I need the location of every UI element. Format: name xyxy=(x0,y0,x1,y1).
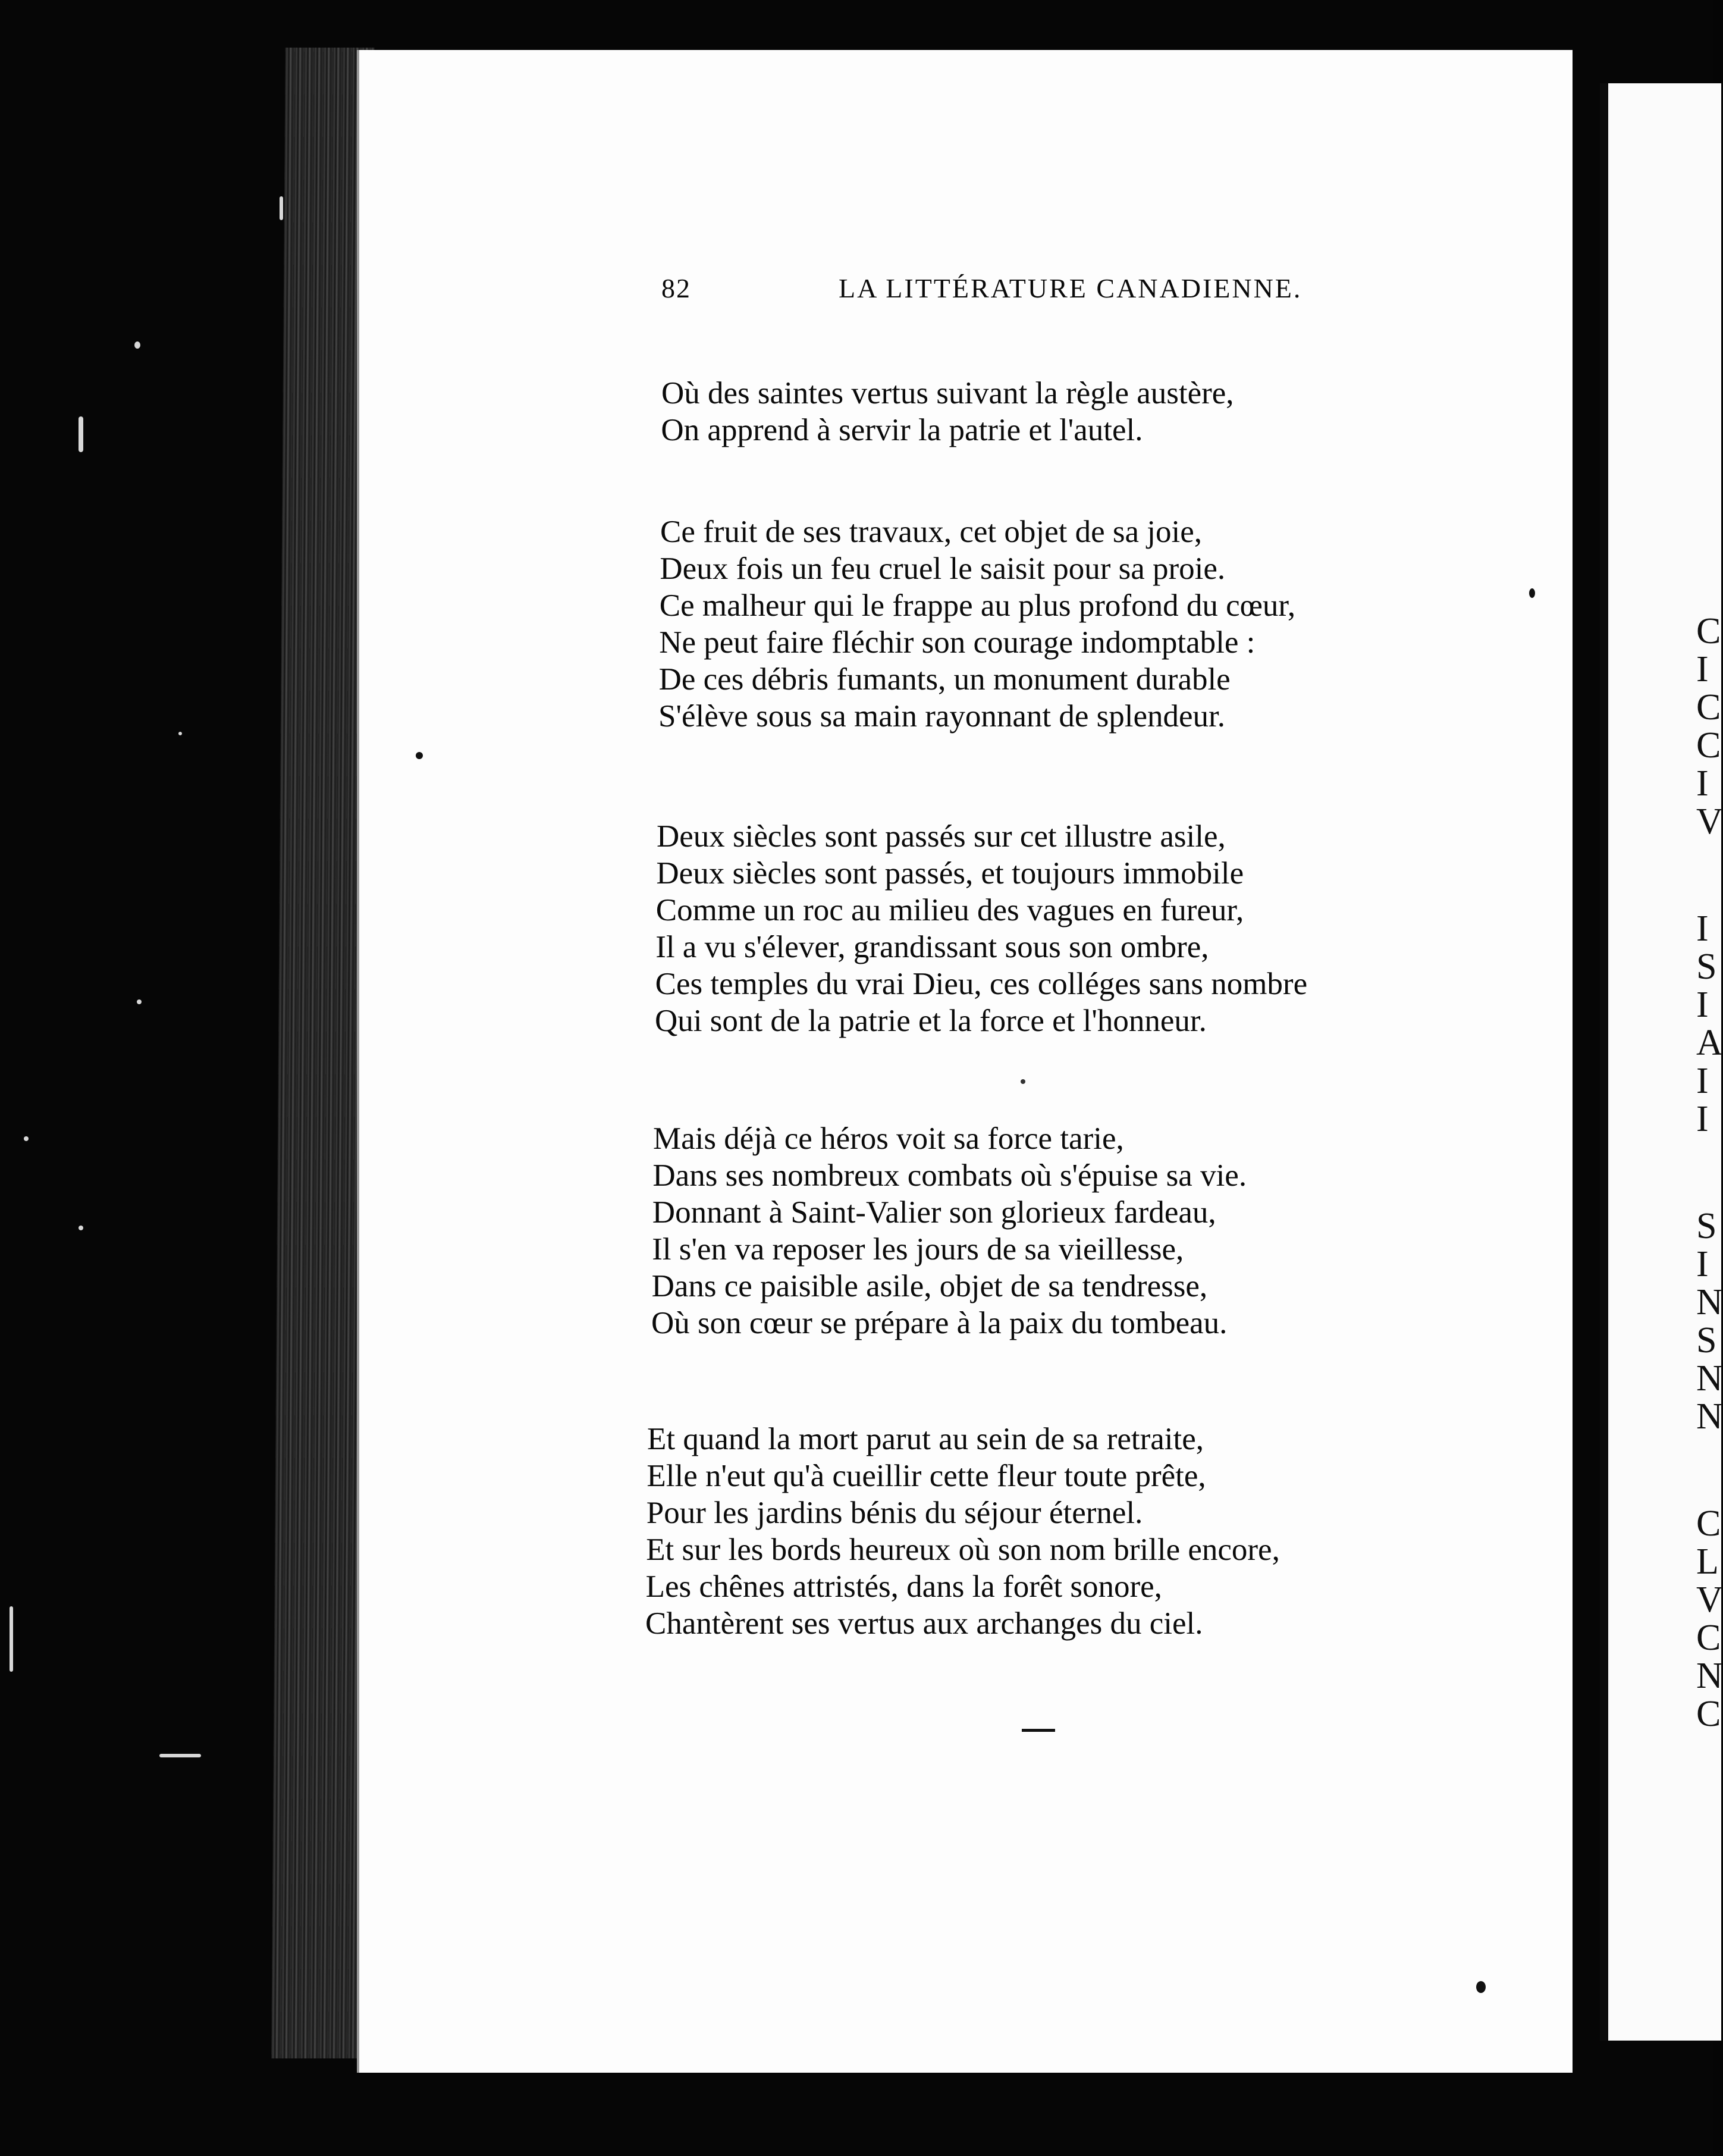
facing-page-letter: C xyxy=(1696,1694,1721,1734)
facing-page-letter: V xyxy=(1696,801,1723,842)
dust-speck xyxy=(10,1606,13,1672)
poem-line: Il a vu s'élever, grandissant sous son ombre, xyxy=(655,930,1209,964)
facing-page-letter: I xyxy=(1696,985,1709,1025)
poem-line: Les chênes attristés, dans la forêt sonore, xyxy=(645,1569,1162,1604)
dust-speck xyxy=(178,732,182,735)
facing-page-letter: C xyxy=(1696,725,1721,766)
poem-line: Ce malheur qui le frappe au plus profond du cœur, xyxy=(659,588,1296,623)
poem-line: Donnant à Saint-Valier son glorieux fardeau, xyxy=(652,1195,1216,1230)
facing-page-letter: C xyxy=(1696,611,1721,651)
facing-page-letter: C xyxy=(1696,1618,1721,1658)
dust-speck xyxy=(416,752,423,759)
poem-line: Où des saintes vertus suivant la règle austère, xyxy=(661,376,1234,410)
facing-page-letter: N xyxy=(1696,1282,1723,1323)
dust-speck xyxy=(134,341,140,349)
poem-line: On apprend à servir la patrie et l'autel. xyxy=(661,413,1143,447)
poem-line: Mais déjà ce héros voit sa force tarie, xyxy=(653,1121,1124,1156)
dust-speck xyxy=(280,196,283,220)
poem-line: S'élève sous sa main rayonnant de splendeur. xyxy=(658,699,1226,734)
facing-page-letter: N xyxy=(1696,1358,1723,1399)
dust-speck xyxy=(79,1226,83,1230)
poem-line: Qui sont de la patrie et la force et l'honneur. xyxy=(655,1004,1207,1038)
facing-page-letter: A xyxy=(1696,1023,1723,1063)
poem-line: Ces temples du vrai Dieu, ces colléges sans nombre xyxy=(655,967,1308,1001)
facing-page-letter: I xyxy=(1696,763,1709,804)
poem-line: Dans ce paisible asile, objet de sa tendresse, xyxy=(651,1269,1208,1303)
facing-page-letter: I xyxy=(1696,649,1709,690)
page-number: 82 xyxy=(661,273,691,303)
book-page xyxy=(357,50,1573,2073)
dust-speck xyxy=(1476,1981,1486,1993)
facing-page-letter: I xyxy=(1696,1061,1709,1101)
poem-line: Il s'en va reposer les jours de sa vieillesse, xyxy=(652,1232,1184,1267)
poem-line: Dans ses nombreux combats où s'épuise sa vie. xyxy=(652,1158,1247,1193)
facing-page-letter: L xyxy=(1696,1541,1719,1582)
facing-page-letter: I xyxy=(1696,1244,1709,1284)
poem-line: Comme un roc au milieu des vagues en fureur, xyxy=(655,893,1244,927)
poem-line: Ce fruit de ses travaux, cet objet de sa joie, xyxy=(660,515,1202,549)
poem-line: Et sur les bords heureux où son nom brille encore, xyxy=(646,1533,1280,1567)
section-end-dash xyxy=(1022,1729,1055,1732)
facing-page-letter: S xyxy=(1696,947,1717,987)
dust-speck xyxy=(159,1754,201,1757)
dust-speck xyxy=(1021,1079,1025,1084)
poem-line: Elle n'eut qu'à cueillir cette fleur toute prête, xyxy=(646,1459,1206,1493)
poem-line: De ces débris fumants, un monument durable xyxy=(658,662,1231,697)
facing-page-letter: N xyxy=(1696,1656,1723,1696)
facing-page-letter: C xyxy=(1696,1503,1721,1544)
poem-line: Ne peut faire fléchir son courage indomptable : xyxy=(659,625,1256,660)
dust-speck xyxy=(1529,588,1535,598)
facing-page-letter: I xyxy=(1696,908,1709,949)
poem-line: Deux siècles sont passés, et toujours immobile xyxy=(656,856,1244,891)
facing-page-letter: V xyxy=(1696,1580,1723,1620)
facing-page-letter: N xyxy=(1696,1396,1723,1437)
dust-speck xyxy=(24,1136,29,1141)
facing-page-letter: S xyxy=(1696,1320,1717,1361)
poem-line: Deux siècles sont passés sur cet illustre asile, xyxy=(657,819,1226,854)
poem-line: Pour les jardins bénis du séjour éternel. xyxy=(646,1496,1143,1530)
dust-speck xyxy=(137,999,142,1004)
poem-line: Où son cœur se prépare à la paix du tombeau. xyxy=(651,1306,1228,1340)
poem-line: Et quand la mort parut au sein de sa retraite, xyxy=(647,1422,1204,1456)
facing-page-letter: S xyxy=(1696,1206,1717,1246)
dust-speck xyxy=(79,416,83,452)
facing-page-letter: I xyxy=(1696,1099,1709,1139)
running-title: LA LITTÉRATURE CANADIENNE. xyxy=(839,273,1303,303)
facing-page-letter: C xyxy=(1696,687,1721,728)
poem-line: Chantèrent ses vertus aux archanges du ciel. xyxy=(645,1606,1203,1641)
poem-line: Deux fois un feu cruel le saisit pour sa proie. xyxy=(660,551,1226,586)
